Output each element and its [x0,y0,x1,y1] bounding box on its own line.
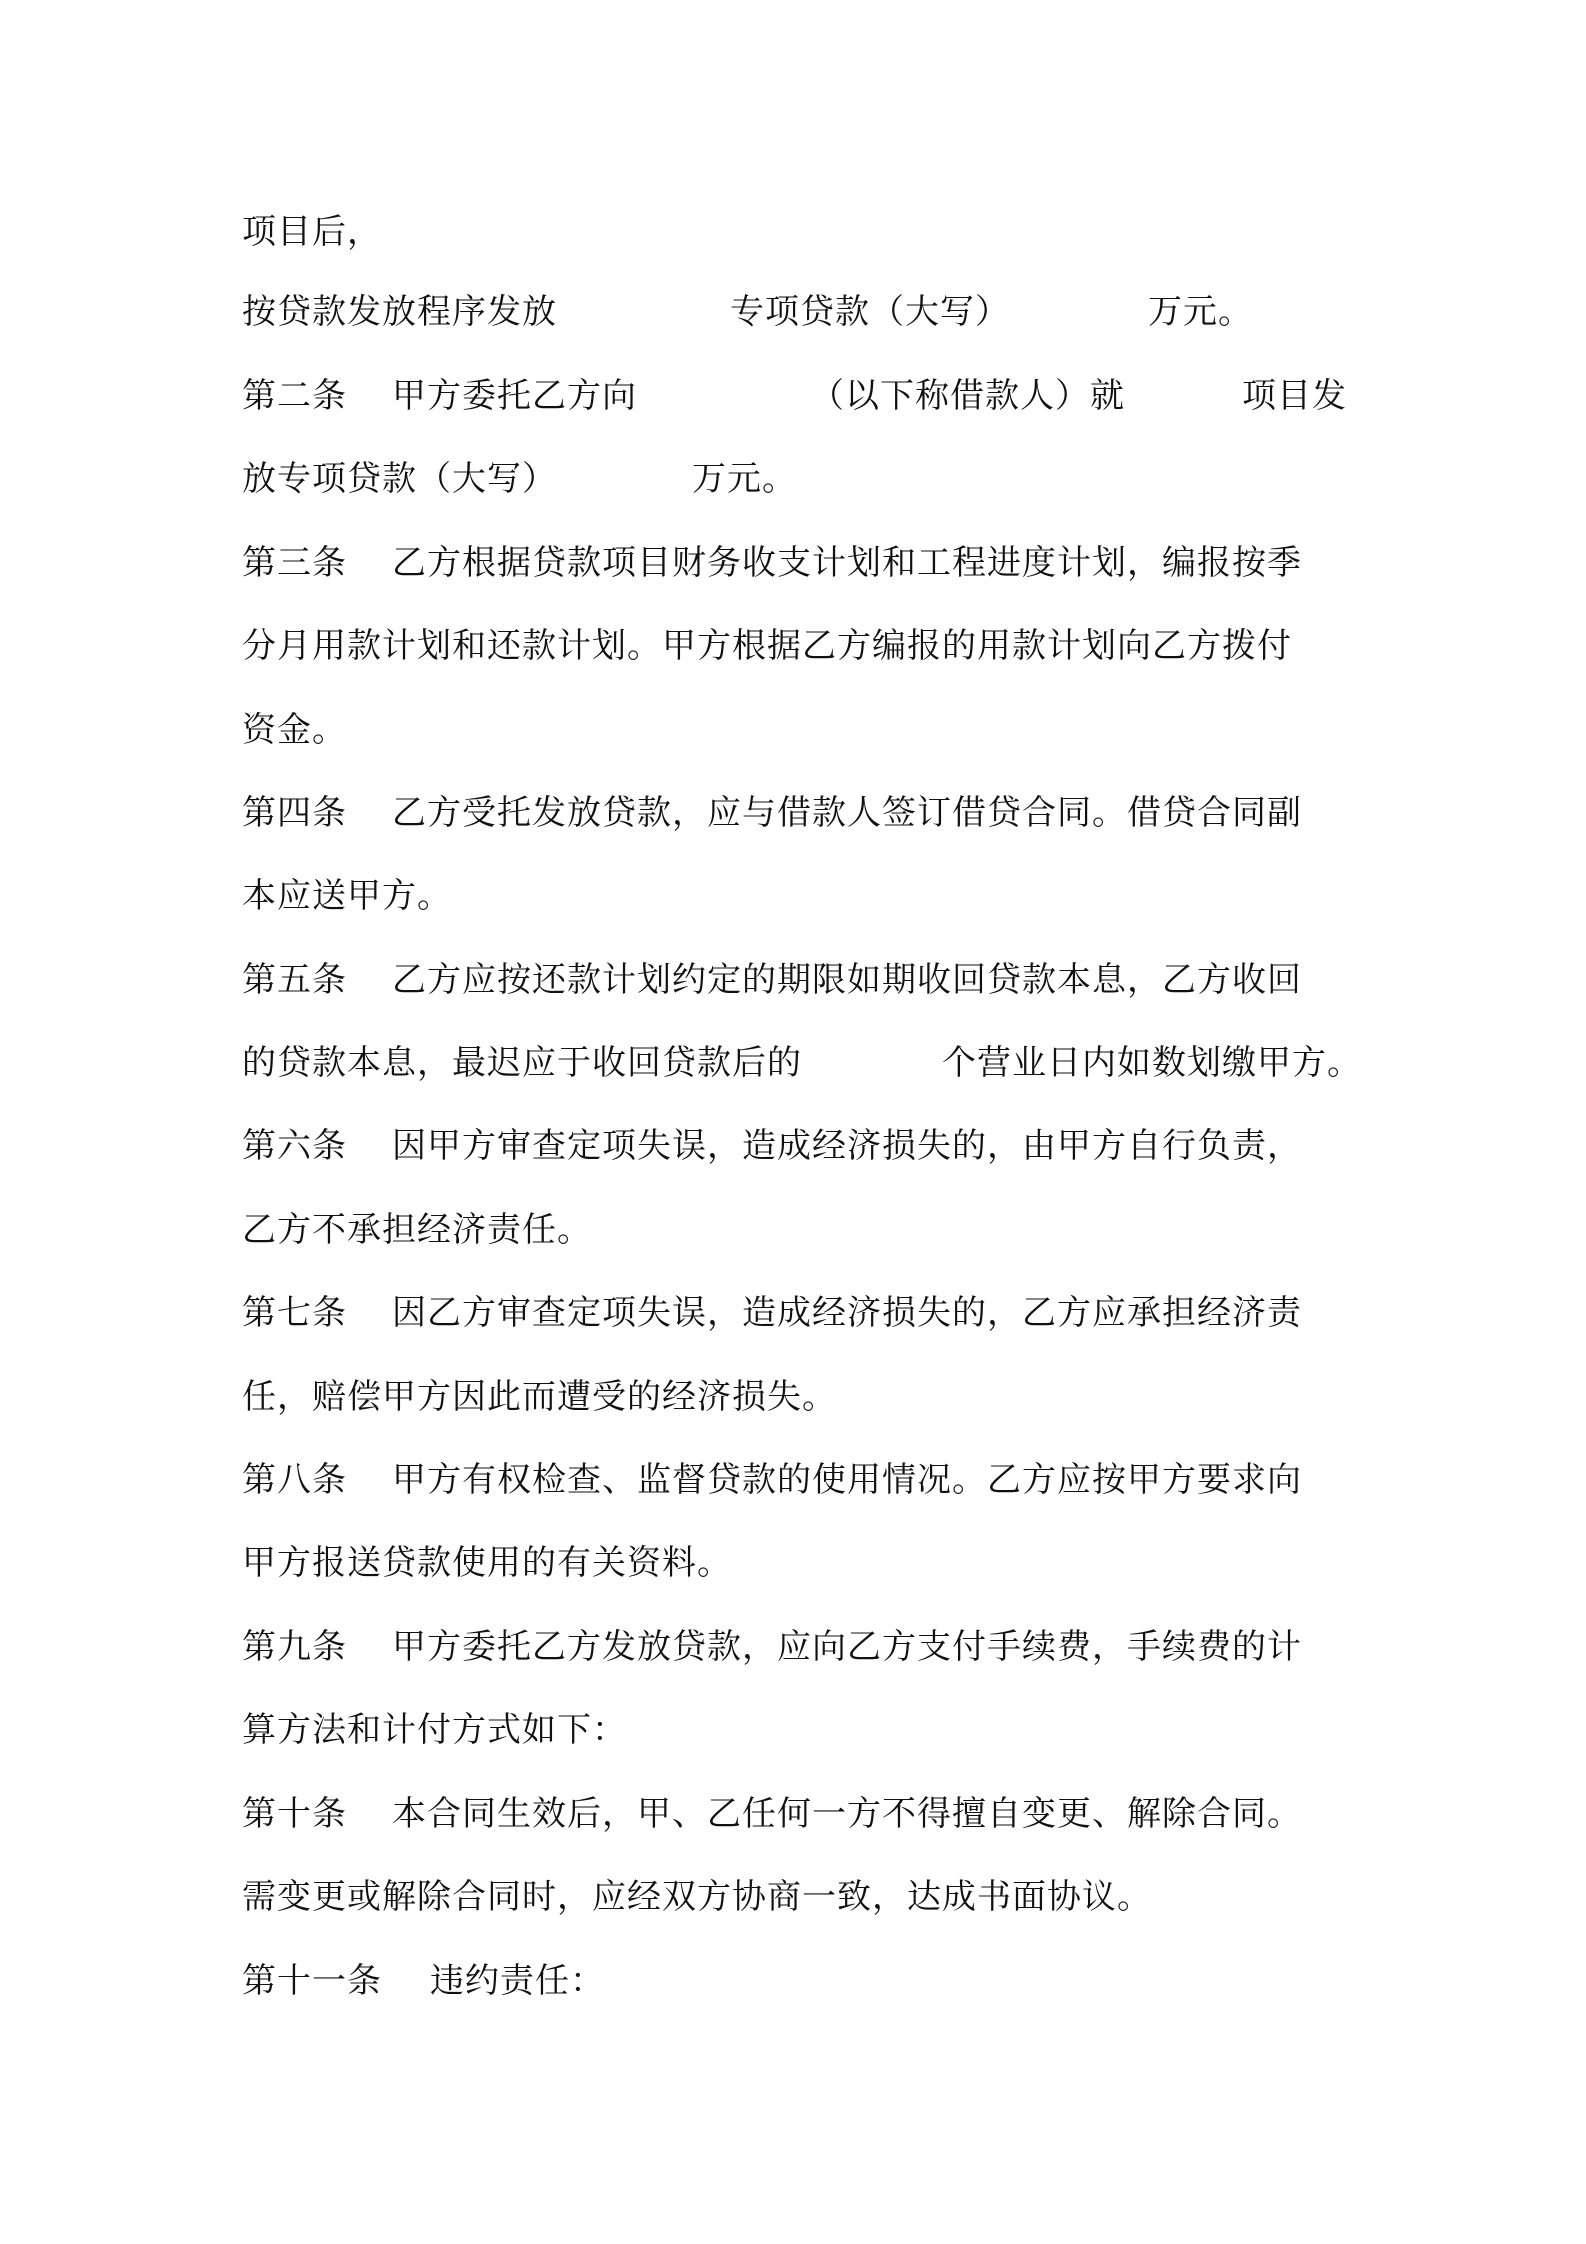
text-segment: 项目发 [1242,376,1347,416]
text-segment: 乙方根据贷款项目财务收支计划和工程进度计划，编报按季 [392,543,1302,583]
text-segment: 因甲方审查定项失误，造成经济损失的，由甲方自行负责， [392,1126,1302,1166]
text-segment: 的贷款本息，最迟应于收回贷款后的 [242,1043,802,1083]
text-segment: 个营业日内如数划缴甲方。 [942,1043,1362,1083]
text-segment: 乙方应按还款计划约定的期限如期收回贷款本息，乙方收回 [392,960,1302,1000]
text-segment: 本应送甲方。 [242,876,452,916]
text-segment: 因乙方审查定项失误，造成经济损失的，乙方应承担经济责 [392,1293,1302,1333]
text-segment: 需变更或解除合同时，应经双方协商一致，达成书面协议。 [242,1877,1152,1917]
article-number: 第十一条 [242,1961,382,2001]
text-segment: 万元。 [1148,292,1253,332]
text-segment: 违约责任： [430,1961,605,2001]
text-segment: 甲方委托乙方向 [392,376,637,416]
article-number: 第八条 [242,1460,347,1500]
text-segment: 乙方不承担经济责任。 [242,1210,592,1250]
text-segment: 资金。 [242,710,347,750]
text-segment: 按贷款发放程序发放 [242,292,557,332]
text-segment: 算方法和计付方式如下： [242,1710,627,1750]
text-segment: 项目后， [242,212,382,252]
text-segment: 任，赔偿甲方因此而遭受的经济损失。 [242,1377,837,1417]
text-segment: 本合同生效后，甲、乙任何一方不得擅自变更、解除合同。 [392,1794,1302,1834]
text-segment: （以下称借款人）就 [810,376,1125,416]
text-segment: 专项贷款（大写） [730,292,1010,332]
article-number: 第六条 [242,1126,347,1166]
article-number: 第五条 [242,960,347,1000]
article-number: 第七条 [242,1293,347,1333]
article-number: 第九条 [242,1627,347,1667]
text-segment: 万元。 [692,459,797,499]
article-number: 第四条 [242,793,347,833]
text-segment: 放专项贷款（大写） [242,459,557,499]
text-segment: 乙方受托发放贷款，应与借款人签订借贷合同。借贷合同副 [392,793,1302,833]
article-number: 第三条 [242,543,347,583]
article-number: 第二条 [242,376,347,416]
article-number: 第十条 [242,1794,347,1834]
text-segment: 甲方有权检查、监督贷款的使用情况。乙方应按甲方要求向 [392,1460,1302,1500]
text-segment: 分月用款计划和还款计划。甲方根据乙方编报的用款计划向乙方拨付 [242,626,1292,666]
text-segment: 甲方委托乙方发放贷款，应向乙方支付手续费，手续费的计 [392,1627,1302,1667]
text-segment: 甲方报送贷款使用的有关资料。 [242,1543,732,1583]
